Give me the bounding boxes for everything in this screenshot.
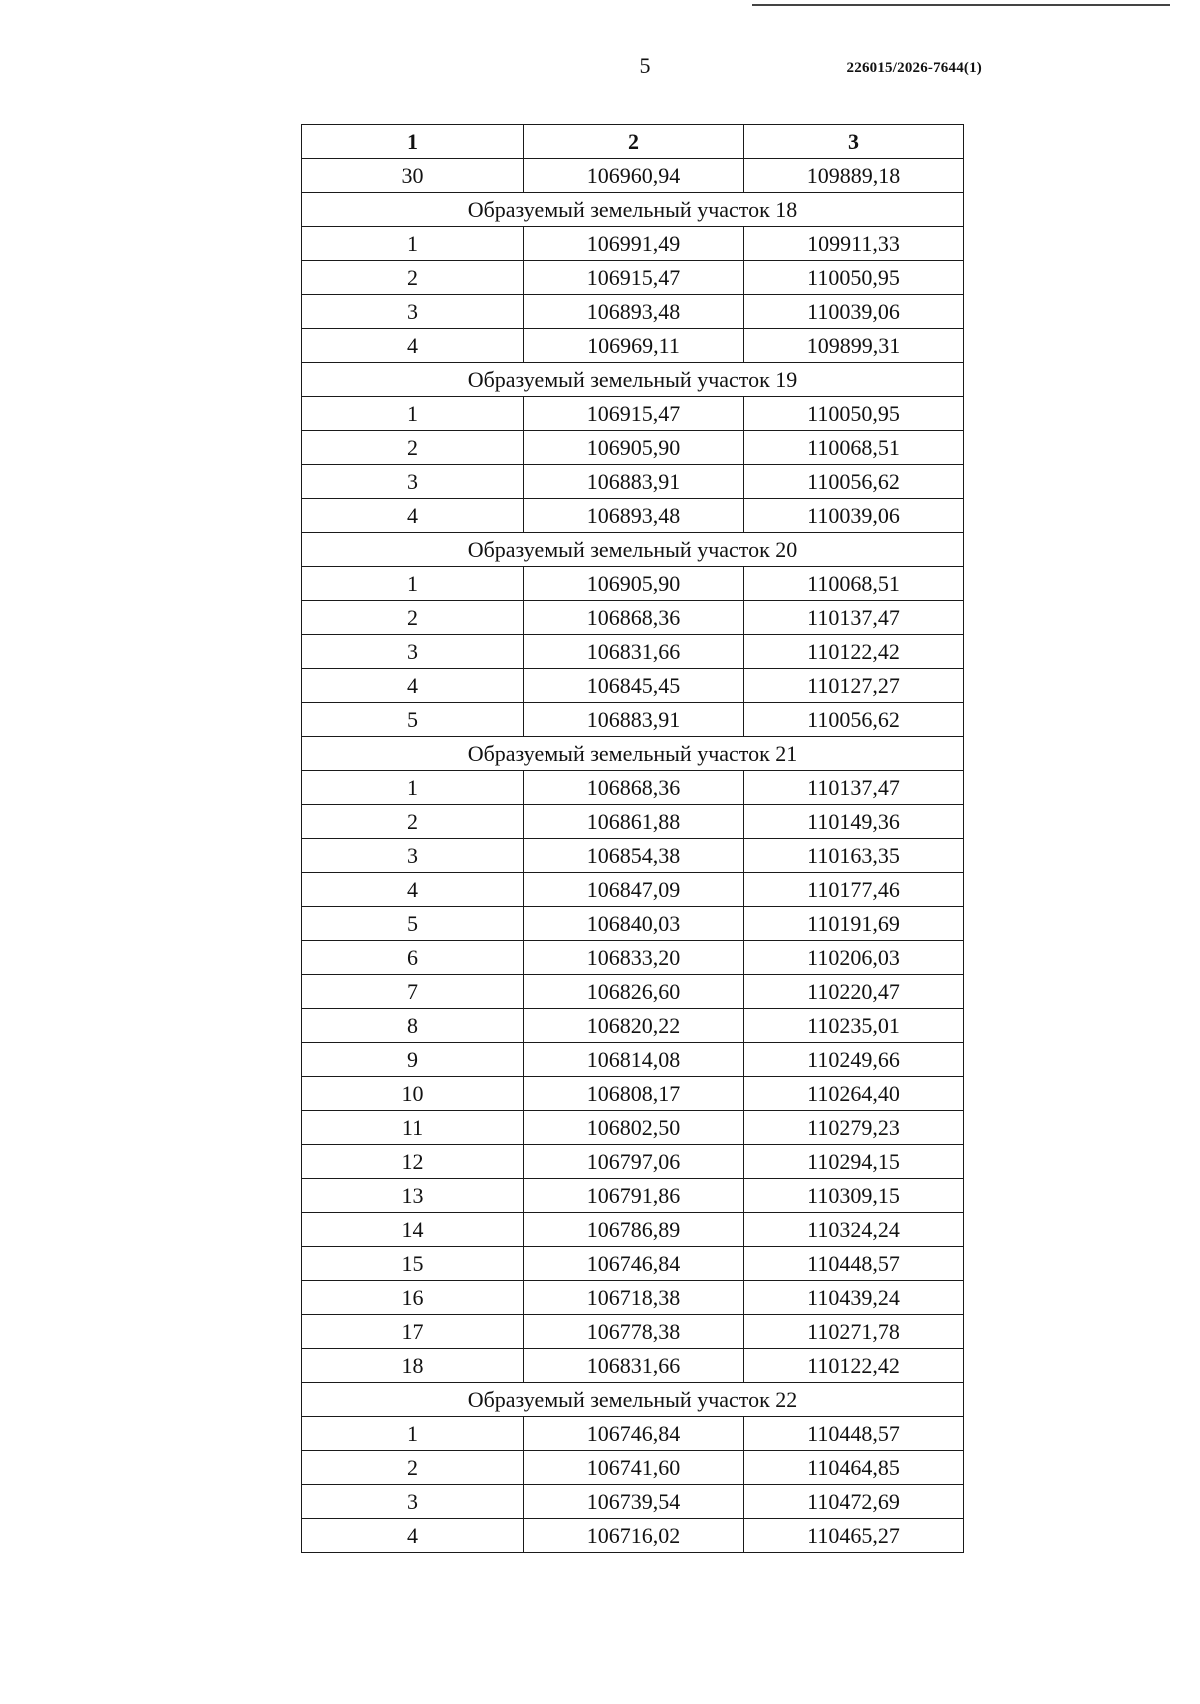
y-coordinate-cell: 110191,69 bbox=[744, 907, 964, 941]
table-row bbox=[302, 261, 964, 295]
x-coordinate-cell: 106741,60 bbox=[524, 1451, 744, 1485]
table-row bbox=[302, 1281, 964, 1315]
point-number-cell: 1 bbox=[302, 1417, 524, 1451]
y-coordinate-cell: 110068,51 bbox=[744, 567, 964, 601]
x-coordinate-cell: 106893,48 bbox=[524, 499, 744, 533]
x-coordinate-cell: 106826,60 bbox=[524, 975, 744, 1009]
table-row bbox=[302, 1009, 964, 1043]
coordinates-table bbox=[301, 124, 964, 1553]
table-row bbox=[302, 1077, 964, 1111]
y-coordinate-cell: 110056,62 bbox=[744, 703, 964, 737]
y-coordinate-cell: 109889,18 bbox=[744, 159, 964, 193]
header-row bbox=[302, 125, 964, 159]
x-coordinate-cell: 106915,47 bbox=[524, 261, 744, 295]
section-title: Образуемый земельный участок 22 bbox=[302, 1383, 964, 1417]
table-row bbox=[302, 601, 964, 635]
x-coordinate-cell: 106969,11 bbox=[524, 329, 744, 363]
y-coordinate-cell: 109911,33 bbox=[744, 227, 964, 261]
point-number-cell: 4 bbox=[302, 499, 524, 533]
y-coordinate-cell: 110137,47 bbox=[744, 771, 964, 805]
table-row bbox=[302, 1451, 964, 1485]
point-number-cell: 7 bbox=[302, 975, 524, 1009]
section-title: Образуемый земельный участок 20 bbox=[302, 533, 964, 567]
section-title-row bbox=[302, 193, 964, 227]
point-number-cell: 4 bbox=[302, 1519, 524, 1553]
table-row bbox=[302, 567, 964, 601]
x-coordinate-cell: 106915,47 bbox=[524, 397, 744, 431]
point-number-cell: 2 bbox=[302, 1451, 524, 1485]
point-number-cell: 1 bbox=[302, 397, 524, 431]
y-coordinate-cell: 110177,46 bbox=[744, 873, 964, 907]
point-number-cell: 5 bbox=[302, 907, 524, 941]
y-coordinate-cell: 110206,03 bbox=[744, 941, 964, 975]
y-coordinate-cell: 110279,23 bbox=[744, 1111, 964, 1145]
point-number-cell: 15 bbox=[302, 1247, 524, 1281]
point-number-cell: 1 bbox=[302, 771, 524, 805]
y-coordinate-cell: 110472,69 bbox=[744, 1485, 964, 1519]
x-coordinate-cell: 106814,08 bbox=[524, 1043, 744, 1077]
x-coordinate-cell: 106716,02 bbox=[524, 1519, 744, 1553]
column-header: 3 bbox=[744, 125, 964, 159]
y-coordinate-cell: 110163,35 bbox=[744, 839, 964, 873]
x-coordinate-cell: 106778,38 bbox=[524, 1315, 744, 1349]
table-row bbox=[302, 329, 964, 363]
table-row bbox=[302, 839, 964, 873]
point-number-cell: 4 bbox=[302, 669, 524, 703]
y-coordinate-cell: 110039,06 bbox=[744, 499, 964, 533]
y-coordinate-cell: 110050,95 bbox=[744, 261, 964, 295]
y-coordinate-cell: 110220,47 bbox=[744, 975, 964, 1009]
column-header: 2 bbox=[524, 125, 744, 159]
point-number-cell: 3 bbox=[302, 465, 524, 499]
x-coordinate-cell: 106868,36 bbox=[524, 771, 744, 805]
x-coordinate-cell: 106808,17 bbox=[524, 1077, 744, 1111]
point-number-cell: 8 bbox=[302, 1009, 524, 1043]
section-title: Образуемый земельный участок 18 bbox=[302, 193, 964, 227]
point-number-cell: 2 bbox=[302, 431, 524, 465]
table-row bbox=[302, 397, 964, 431]
point-number-cell: 4 bbox=[302, 329, 524, 363]
x-coordinate-cell: 106797,06 bbox=[524, 1145, 744, 1179]
point-number-cell: 4 bbox=[302, 873, 524, 907]
table-row bbox=[302, 295, 964, 329]
table-row bbox=[302, 805, 964, 839]
point-number-cell: 1 bbox=[302, 227, 524, 261]
point-number-cell: 6 bbox=[302, 941, 524, 975]
table-row bbox=[302, 1485, 964, 1519]
table-row bbox=[302, 1145, 964, 1179]
x-coordinate-cell: 106831,66 bbox=[524, 1349, 744, 1383]
x-coordinate-cell: 106854,38 bbox=[524, 839, 744, 873]
table-row bbox=[302, 1519, 964, 1553]
point-number-cell: 14 bbox=[302, 1213, 524, 1247]
y-coordinate-cell: 110464,85 bbox=[744, 1451, 964, 1485]
y-coordinate-cell: 110249,66 bbox=[744, 1043, 964, 1077]
page-number: 5 bbox=[639, 53, 651, 78]
x-coordinate-cell: 106883,91 bbox=[524, 465, 744, 499]
x-coordinate-cell: 106883,91 bbox=[524, 703, 744, 737]
table-row bbox=[302, 465, 964, 499]
point-number-cell: 5 bbox=[302, 703, 524, 737]
y-coordinate-cell: 110264,40 bbox=[744, 1077, 964, 1111]
x-coordinate-cell: 106820,22 bbox=[524, 1009, 744, 1043]
column-header: 1 bbox=[302, 125, 524, 159]
x-coordinate-cell: 106845,45 bbox=[524, 669, 744, 703]
point-number-cell: 10 bbox=[302, 1077, 524, 1111]
x-coordinate-cell: 106868,36 bbox=[524, 601, 744, 635]
point-number-cell: 9 bbox=[302, 1043, 524, 1077]
point-number-cell: 3 bbox=[302, 635, 524, 669]
document-number: 226015/2026-7644(1) bbox=[846, 60, 982, 76]
table-row bbox=[302, 499, 964, 533]
x-coordinate-cell: 106746,84 bbox=[524, 1417, 744, 1451]
x-coordinate-cell: 106833,20 bbox=[524, 941, 744, 975]
point-number-cell: 2 bbox=[302, 601, 524, 635]
table-row bbox=[302, 669, 964, 703]
y-coordinate-cell: 110465,27 bbox=[744, 1519, 964, 1553]
y-coordinate-cell: 110324,24 bbox=[744, 1213, 964, 1247]
point-number-cell: 18 bbox=[302, 1349, 524, 1383]
table-row bbox=[302, 975, 964, 1009]
point-number-cell: 3 bbox=[302, 295, 524, 329]
x-coordinate-cell: 106831,66 bbox=[524, 635, 744, 669]
table-row bbox=[302, 1043, 964, 1077]
y-coordinate-cell: 110068,51 bbox=[744, 431, 964, 465]
y-coordinate-cell: 110149,36 bbox=[744, 805, 964, 839]
y-coordinate-cell: 110448,57 bbox=[744, 1417, 964, 1451]
point-number-cell: 17 bbox=[302, 1315, 524, 1349]
section-title-row bbox=[302, 533, 964, 567]
section-title-row bbox=[302, 737, 964, 771]
y-coordinate-cell: 110439,24 bbox=[744, 1281, 964, 1315]
y-coordinate-cell: 110235,01 bbox=[744, 1009, 964, 1043]
x-coordinate-cell: 106746,84 bbox=[524, 1247, 744, 1281]
point-number-cell: 3 bbox=[302, 839, 524, 873]
point-number-cell: 16 bbox=[302, 1281, 524, 1315]
y-coordinate-cell: 110122,42 bbox=[744, 635, 964, 669]
y-coordinate-cell: 110137,47 bbox=[744, 601, 964, 635]
y-coordinate-cell: 110271,78 bbox=[744, 1315, 964, 1349]
point-number-cell: 2 bbox=[302, 805, 524, 839]
point-number-cell: 3 bbox=[302, 1485, 524, 1519]
table-row bbox=[302, 635, 964, 669]
table-row bbox=[302, 771, 964, 805]
table-row bbox=[302, 227, 964, 261]
table-row bbox=[302, 159, 964, 193]
y-coordinate-cell: 110056,62 bbox=[744, 465, 964, 499]
table-row bbox=[302, 1179, 964, 1213]
x-coordinate-cell: 106847,09 bbox=[524, 873, 744, 907]
point-number-cell: 30 bbox=[302, 159, 524, 193]
x-coordinate-cell: 106802,50 bbox=[524, 1111, 744, 1145]
x-coordinate-cell: 106893,48 bbox=[524, 295, 744, 329]
top-rule bbox=[752, 4, 1170, 6]
y-coordinate-cell: 110309,15 bbox=[744, 1179, 964, 1213]
point-number-cell: 11 bbox=[302, 1111, 524, 1145]
table-row bbox=[302, 1315, 964, 1349]
x-coordinate-cell: 106905,90 bbox=[524, 567, 744, 601]
x-coordinate-cell: 106991,49 bbox=[524, 227, 744, 261]
table-row bbox=[302, 431, 964, 465]
x-coordinate-cell: 106791,86 bbox=[524, 1179, 744, 1213]
section-title-row bbox=[302, 1383, 964, 1417]
section-title-row bbox=[302, 363, 964, 397]
y-coordinate-cell: 109899,31 bbox=[744, 329, 964, 363]
section-title: Образуемый земельный участок 21 bbox=[302, 737, 964, 771]
x-coordinate-cell: 106960,94 bbox=[524, 159, 744, 193]
table-row bbox=[302, 1247, 964, 1281]
point-number-cell: 13 bbox=[302, 1179, 524, 1213]
point-number-cell: 1 bbox=[302, 567, 524, 601]
table-row bbox=[302, 1349, 964, 1383]
y-coordinate-cell: 110122,42 bbox=[744, 1349, 964, 1383]
table-row bbox=[302, 1111, 964, 1145]
point-number-cell: 12 bbox=[302, 1145, 524, 1179]
x-coordinate-cell: 106840,03 bbox=[524, 907, 744, 941]
table-row bbox=[302, 907, 964, 941]
table-row bbox=[302, 1213, 964, 1247]
y-coordinate-cell: 110127,27 bbox=[744, 669, 964, 703]
table-body bbox=[302, 159, 964, 1553]
x-coordinate-cell: 106905,90 bbox=[524, 431, 744, 465]
table-row bbox=[302, 873, 964, 907]
x-coordinate-cell: 106718,38 bbox=[524, 1281, 744, 1315]
table-row bbox=[302, 1417, 964, 1451]
point-number-cell: 2 bbox=[302, 261, 524, 295]
section-title: Образуемый земельный участок 19 bbox=[302, 363, 964, 397]
y-coordinate-cell: 110050,95 bbox=[744, 397, 964, 431]
table-header bbox=[302, 125, 964, 159]
y-coordinate-cell: 110294,15 bbox=[744, 1145, 964, 1179]
table-row bbox=[302, 941, 964, 975]
table-row bbox=[302, 703, 964, 737]
x-coordinate-cell: 106739,54 bbox=[524, 1485, 744, 1519]
y-coordinate-cell: 110039,06 bbox=[744, 295, 964, 329]
x-coordinate-cell: 106786,89 bbox=[524, 1213, 744, 1247]
y-coordinate-cell: 110448,57 bbox=[744, 1247, 964, 1281]
x-coordinate-cell: 106861,88 bbox=[524, 805, 744, 839]
